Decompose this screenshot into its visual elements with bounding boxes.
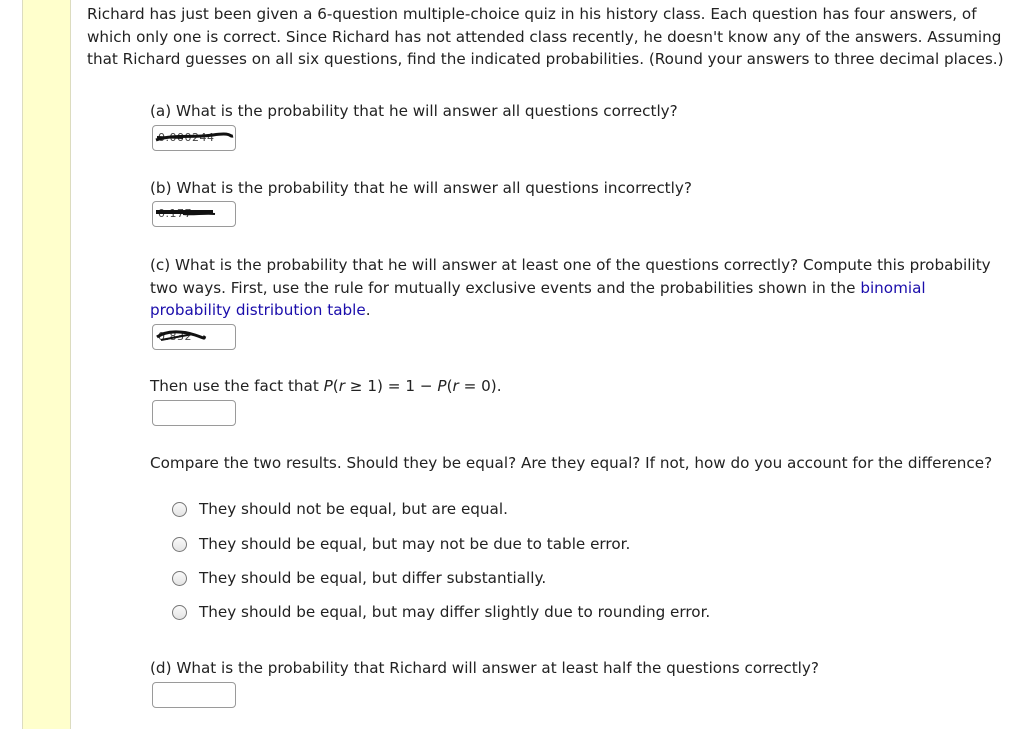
part-c-then-text: [150, 375, 1010, 398]
compare-option-4[interactable]: [172, 601, 710, 623]
option-label: They should not be equal, but are equal.: [199, 500, 508, 518]
scribble-mark: [153, 325, 236, 350]
part-a-answer-input[interactable]: [152, 125, 236, 151]
formula-r: r: [338, 377, 345, 395]
compare-option-2[interactable]: [172, 533, 630, 555]
radio-button[interactable]: [172, 605, 187, 620]
binomial-table-link[interactable]: binomial probability distribution table: [150, 278, 926, 319]
problem-intro: Richard has just been given a 6-question multiple-choice quiz in his history class. Each question has four answers, of which only one is correct. Since Richard has not attended class recently, he doesn't know any of the answers. Assuming that Richard guesses on all six questions, find the indicated probabilities. (Round your answers to three decimal places.): [87, 5, 1004, 68]
part-b-question: (b) What is the probability that he will answer all questions incorrectly?: [150, 179, 692, 197]
part-b-answer-value: 0.177: [158, 207, 192, 220]
radio-button[interactable]: [172, 537, 187, 552]
part-a-answer-value: 0.000244: [158, 131, 215, 144]
then-prefix: Then use the fact that: [150, 377, 324, 395]
part-b-answer-input[interactable]: [152, 201, 236, 227]
formula-part: (: [332, 377, 339, 395]
part-c-answer-value: 0.832: [158, 330, 192, 343]
formula-part: (: [446, 377, 453, 395]
left-gutter: [22, 0, 71, 729]
compare-question: Compare the two results. Should they be equal? Are they equal? If not, how do you account for the difference?: [150, 454, 993, 472]
radio-button[interactable]: [172, 571, 187, 586]
formula-part: ≥ 1) = 1 −: [344, 377, 438, 395]
option-label: They should be equal, but may not be due to table error.: [199, 535, 631, 553]
compare-option-1[interactable]: [172, 498, 508, 520]
scribble-mark: [153, 202, 236, 227]
part-d-question: (d) What is the probability that Richard will answer at least half the questions correctly?: [150, 659, 819, 677]
part-c-second-answer-input[interactable]: [152, 400, 236, 426]
part-c-question: [150, 254, 1010, 322]
formula-part: = 0).: [458, 377, 502, 395]
part-a-question: (a) What is the probability that he will answer all questions correctly?: [150, 102, 678, 120]
part-c-question-text: (c) What is the probability that he will answer at least one of the questions correctly? Compute this probability two ways. First, use the rule for mutually exclusive events and the probabilities shown in the: [150, 256, 991, 297]
part-c-question-end: .: [365, 301, 371, 319]
formula-p: P: [323, 377, 333, 395]
option-label: They should be equal, but differ substantially.: [199, 569, 547, 587]
option-label: They should be equal, but may differ slightly due to rounding error.: [199, 603, 711, 621]
formula-r: r: [452, 377, 459, 395]
radio-button[interactable]: [172, 502, 187, 517]
compare-option-3[interactable]: [172, 567, 546, 589]
part-c-answer-input[interactable]: [152, 324, 236, 350]
part-d-answer-input[interactable]: [152, 682, 236, 708]
scribble-mark: [153, 126, 236, 151]
formula-p: P: [437, 377, 447, 395]
